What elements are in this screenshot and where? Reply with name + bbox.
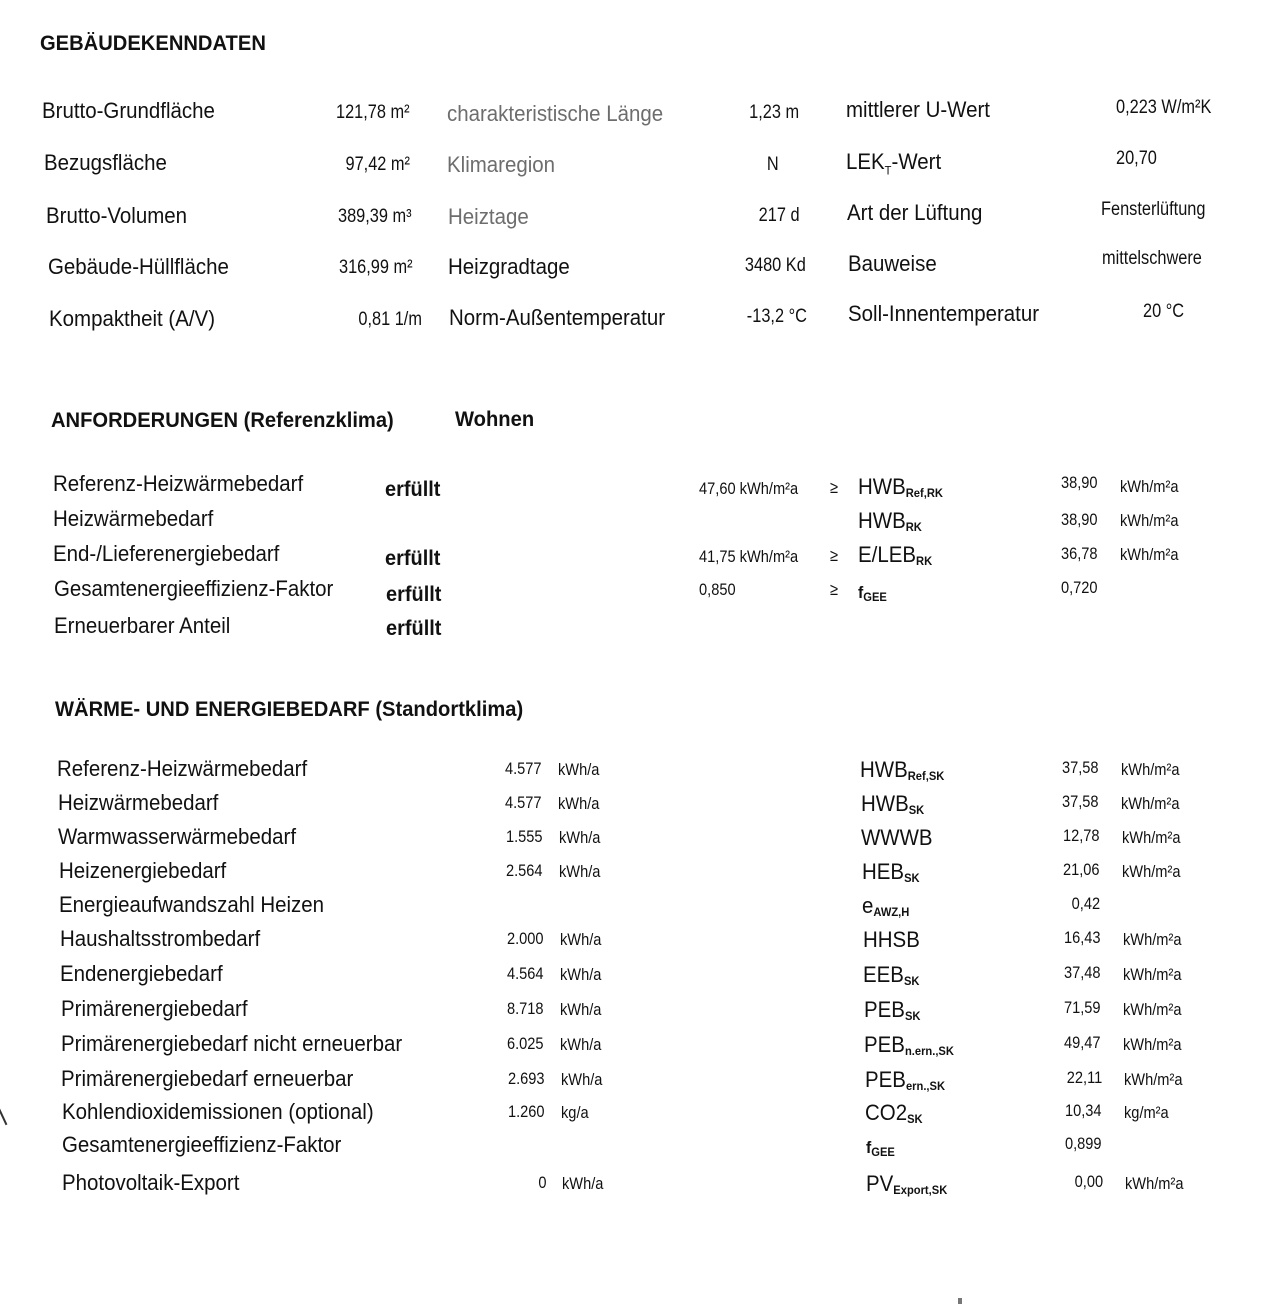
- req-label-heizwaermebedarf: Heizwärmebedarf: [53, 506, 214, 531]
- demand-amount-unit: kWh/a: [560, 930, 602, 949]
- demand-unit: kg/m²a: [1124, 1103, 1169, 1122]
- demand-unit: kWh/m²a: [1121, 760, 1180, 779]
- value-lekt-wert: 20,70: [1116, 148, 1157, 169]
- value-klimaregion: N: [767, 154, 779, 175]
- demand-amount: 4.577: [505, 793, 542, 812]
- value-brutto-volumen: 389,39 m³: [338, 206, 412, 227]
- demand-label: Primärenergiebedarf nicht erneuerbar: [61, 1031, 403, 1056]
- section-heading-gebaeudekenndaten: GEBÄUDEKENNDATEN: [40, 32, 266, 55]
- demand-amount-unit: kWh/a: [561, 1070, 603, 1089]
- demand-amount-unit: kWh/a: [558, 794, 600, 813]
- demand-symbol: $CO2_{SK}$: [865, 1100, 923, 1126]
- req-value-eleb-rk: 36,78: [1061, 544, 1098, 563]
- req-limit-gesamtenergieeffizienz-faktor: 0,850: [699, 580, 736, 599]
- demand-label: Photovoltaik-Export: [62, 1170, 240, 1195]
- req-operator: ≥: [830, 546, 839, 565]
- demand-value: 12,78: [1063, 826, 1100, 845]
- demand-symbol: HHSB: [863, 927, 920, 952]
- demand-value: 37,48: [1064, 963, 1101, 982]
- demand-unit: kWh/m²a: [1125, 1174, 1184, 1193]
- req-status-end-lieferenergiebedarf: erfüllt: [385, 547, 441, 570]
- demand-label: Primärenergiebedarf erneuerbar: [61, 1066, 354, 1091]
- demand-symbol: $HEB_{SK}$: [862, 859, 920, 885]
- demand-value: 21,06: [1063, 860, 1100, 879]
- label-klimaregion: Klimaregion: [447, 152, 556, 177]
- demand-amount-unit: kWh/a: [560, 965, 602, 984]
- req-status-referenz-heizwaermebedarf: erfüllt: [385, 478, 441, 501]
- label-heiztage: Heiztage: [448, 204, 529, 229]
- demand-amount: 4.577: [505, 759, 542, 778]
- label-lekt-wert: $LEK_T$-Wert: [846, 149, 942, 178]
- demand-value: 37,58: [1062, 792, 1099, 811]
- value-charakteristische-laenge: 1,23 m: [749, 102, 799, 123]
- req-label-end-lieferenergiebedarf: End-/Lieferenergiebedarf: [53, 541, 280, 566]
- label-heizgradtage: Heizgradtage: [448, 254, 570, 279]
- req-unit: kWh/m²a: [1120, 511, 1179, 530]
- scan-mark: [0, 1101, 7, 1125]
- section-heading-anforderungen: ANFORDERUNGEN (Referenzklima): [51, 409, 394, 432]
- demand-amount: 4.564: [507, 964, 544, 983]
- demand-unit: kWh/m²a: [1124, 1070, 1183, 1089]
- demand-unit: kWh/m²a: [1123, 965, 1182, 984]
- value-heiztage: 217 d: [759, 205, 800, 226]
- demand-unit: kWh/m²a: [1123, 1035, 1182, 1054]
- req-operator: ≥: [830, 580, 839, 599]
- req-symbol-hwb-ref-rk: $HWB_{Ref,RK}$: [858, 474, 943, 500]
- demand-symbol: $PEB_{SK}$: [864, 997, 921, 1023]
- value-art-der-lueftung: Fensterlüftung: [1101, 199, 1206, 220]
- demand-label: Kohlendioxidemissionen (optional): [62, 1099, 374, 1124]
- value-bezugsflaeche: 97,42 m²: [345, 154, 410, 175]
- demand-amount-unit: kWh/a: [559, 828, 601, 847]
- req-value-hwb-rk: 38,90: [1061, 510, 1098, 529]
- demand-amount-unit: kg/a: [561, 1103, 589, 1122]
- req-label-referenz-heizwaermebedarf: Referenz-Heizwärmebedarf: [53, 471, 304, 496]
- scan-speck: [958, 1298, 962, 1304]
- demand-unit: kWh/m²a: [1122, 828, 1181, 847]
- demand-amount: 2.000: [507, 929, 544, 948]
- label-art-der-lueftung: Art der Lüftung: [847, 200, 983, 225]
- demand-symbol: $f_{GEE}$: [866, 1138, 895, 1159]
- demand-symbol: $e_{AWZ,H}$: [862, 893, 910, 919]
- req-unit: kWh/m²a: [1120, 477, 1179, 496]
- demand-amount: 8.718: [507, 999, 544, 1018]
- demand-symbol: $PEB_{ern.,SK}$: [865, 1067, 946, 1093]
- label-kompaktheit: Kompaktheit (A/V): [49, 306, 216, 331]
- value-mittlerer-u-wert: 0,223 W/m²K: [1116, 97, 1212, 118]
- req-label-erneuerbarer-anteil: Erneuerbarer Anteil: [54, 613, 231, 638]
- value-kompaktheit: 0,81 1/m: [358, 309, 422, 330]
- value-heizgradtage: 3480 Kd: [745, 255, 806, 276]
- demand-unit: kWh/m²a: [1123, 930, 1182, 949]
- demand-symbol: $PEB_{n.ern.,SK}$: [864, 1032, 954, 1058]
- req-symbol-eleb-rk: $E/LEB_{RK}$: [858, 542, 933, 568]
- demand-unit: kWh/m²a: [1123, 1000, 1182, 1019]
- demand-value: 71,59: [1064, 998, 1101, 1017]
- req-unit: kWh/m²a: [1120, 545, 1179, 564]
- demand-value: 49,47: [1064, 1033, 1101, 1052]
- demand-label: Referenz-Heizwärmebedarf: [57, 756, 308, 781]
- demand-label: Haushaltsstrombedarf: [60, 926, 261, 951]
- section-heading-waerme-energiebedarf: WÄRME- UND ENERGIEBEDARF (Standortklima): [55, 698, 524, 721]
- demand-label: Endenergiebedarf: [60, 961, 223, 986]
- label-norm-aussentemperatur: Norm-Außentemperatur: [449, 305, 666, 330]
- demand-value: 37,58: [1062, 758, 1099, 777]
- value-soll-innentemperatur: 20 °C: [1143, 301, 1185, 322]
- demand-amount: 2.693: [508, 1069, 545, 1088]
- label-mittlerer-u-wert: mittlerer U-Wert: [846, 97, 990, 122]
- label-bauweise: Bauweise: [848, 251, 937, 276]
- value-gebaeude-huellflaeche: 316,99 m²: [339, 257, 413, 278]
- demand-label: Primärenergiebedarf: [61, 996, 248, 1021]
- demand-amount: 0: [537, 1173, 546, 1192]
- demand-symbol: $EEB_{SK}$: [863, 962, 920, 988]
- demand-symbol: $HWB_{Ref,SK}$: [860, 757, 945, 783]
- label-soll-innentemperatur: Soll-Innentemperatur: [848, 301, 1040, 326]
- demand-symbol: $HWB_{SK}$: [861, 791, 925, 817]
- req-value-hwb-ref-rk: 38,90: [1061, 473, 1098, 492]
- req-limit-end-lieferenergiebedarf: 41,75 kWh/m²a: [699, 547, 799, 566]
- label-brutto-volumen: Brutto-Volumen: [46, 203, 188, 228]
- req-status-gesamtenergieeffizienz-faktor: erfüllt: [386, 583, 442, 606]
- label-gebaeude-huellflaeche: Gebäude-Hüllfläche: [48, 254, 229, 279]
- demand-amount: 1.555: [506, 827, 543, 846]
- demand-amount-unit: kWh/a: [562, 1174, 604, 1193]
- demand-unit: kWh/m²a: [1122, 862, 1181, 881]
- demand-label: Gesamtenergieeffizienz-Faktor: [62, 1132, 342, 1157]
- demand-symbol: WWWB: [861, 825, 933, 850]
- demand-label: Warmwasserwärmebedarf: [58, 824, 297, 849]
- demand-value: 22,11: [1066, 1068, 1102, 1087]
- label-brutto-grundflaeche: Brutto-Grundfläche: [42, 98, 215, 123]
- demand-amount: 2.564: [506, 861, 543, 880]
- demand-symbol: $PV_{Export,SK}$: [866, 1171, 948, 1197]
- demand-value: 0,42: [1071, 894, 1100, 913]
- demand-unit: kWh/m²a: [1121, 794, 1180, 813]
- demand-amount: 1.260: [508, 1102, 545, 1121]
- demand-label: Heizwärmebedarf: [58, 790, 219, 815]
- demand-value: 16,43: [1064, 928, 1101, 947]
- demand-amount: 6.025: [507, 1034, 544, 1053]
- req-status-erneuerbarer-anteil: erfüllt: [386, 617, 442, 640]
- demand-amount-unit: kWh/a: [560, 1000, 602, 1019]
- value-brutto-grundflaeche: 121,78 m²: [336, 102, 410, 123]
- use-type-label: Wohnen: [455, 408, 535, 431]
- value-norm-aussentemperatur: -13,2 °C: [746, 306, 807, 327]
- req-limit-referenz-heizwaermebedarf: 47,60 kWh/m²a: [699, 479, 799, 498]
- req-symbol-hwb-rk: $HWB_{RK}$: [858, 508, 922, 534]
- demand-amount-unit: kWh/a: [560, 1035, 602, 1054]
- label-charakteristische-laenge: charakteristische Länge: [447, 101, 664, 126]
- req-operator: ≥: [830, 478, 839, 497]
- value-bauweise: mittelschwere: [1102, 248, 1202, 269]
- demand-label: Energieaufwandszahl Heizen: [59, 892, 325, 917]
- demand-amount-unit: kWh/a: [558, 760, 600, 779]
- label-bezugsflaeche: Bezugsfläche: [44, 150, 167, 175]
- demand-value: 10,34: [1065, 1101, 1102, 1120]
- demand-amount-unit: kWh/a: [559, 862, 601, 881]
- req-value-fgee: 0,720: [1061, 578, 1098, 597]
- demand-value: 0,00: [1074, 1172, 1103, 1191]
- demand-value: 0,899: [1065, 1134, 1102, 1153]
- demand-label: Heizenergiebedarf: [59, 858, 227, 883]
- req-label-gesamtenergieeffizienz-faktor: Gesamtenergieeffizienz-Faktor: [54, 576, 334, 601]
- req-symbol-fgee: $f_{GEE}$: [858, 583, 887, 604]
